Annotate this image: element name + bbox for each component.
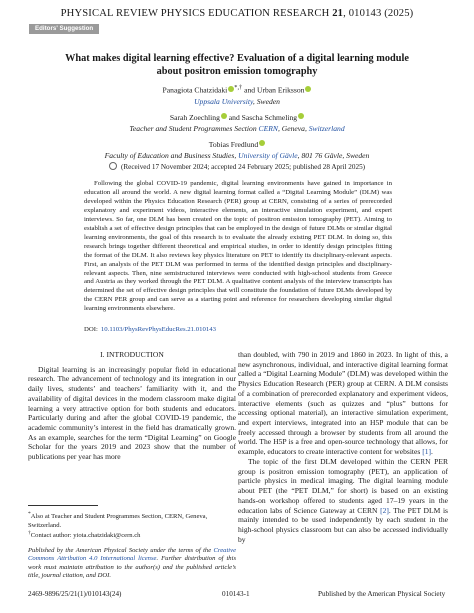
article-number: , 010143 (2025) xyxy=(343,8,414,19)
paragraph-text: The topic of the first DLM developed within the CERN PER group is positron emission tomography (PET), an application of particle physics in medical imaging. The digital learning module about PET (the “PET DLM,” for short) is based on an existing hands-on workshop offered to students aged 17–19 years in the education labs of Science Gateway at CERN xyxy=(238,456,448,515)
doi-label: DOI: xyxy=(84,326,98,333)
intro-paragraph: Digital learning is an increasingly popular field in educational research. The advancement of technology and its integration in our daily lives, students’ and teachers’ familiarity with it, and the availability of digital devices in the modern classroom make digital learning a very attractive option for both students and educators. Particularly during and after the global COVID-19 pandemic, the academic community’s interest in the field has dramatically grown. As an example, searches for the term “Digital Learning” on Google Scholar for the years 2019 and 2023 show that the number of publications per year has more xyxy=(28,364,236,462)
footnote-2 xyxy=(28,529,236,541)
contact-email[interactable]: Contact author: yiota.chatzidaki@cern.ch xyxy=(30,532,141,540)
paragraph-text: . xyxy=(431,447,433,457)
affiliation-text: , Geneva, xyxy=(277,124,309,133)
license-note xyxy=(28,547,236,581)
license-link[interactable]: Creative Commons Attribution 4.0 International license xyxy=(28,547,236,563)
right-column xyxy=(238,350,448,544)
orcid-icon[interactable] xyxy=(259,140,265,146)
footnote-rule xyxy=(28,505,98,506)
author-name[interactable]: Sascha Schmeling xyxy=(241,113,298,122)
doi-line xyxy=(84,326,216,333)
dates-text: (Received 17 November 2024; accepted 24 February 2025; published 28 April 2025) xyxy=(120,163,366,171)
footnote-mark: * xyxy=(28,511,31,517)
publication-dates xyxy=(20,162,454,173)
intro-paragraph xyxy=(238,350,448,457)
doi-link[interactable]: 10.1103/PhysRevPhysEducRes.21.010143 xyxy=(100,326,216,333)
affiliation-link[interactable]: Uppsala University xyxy=(194,96,253,106)
citation-link[interactable]: [1] xyxy=(422,447,431,457)
citation-link[interactable]: [2] xyxy=(380,505,389,515)
article-title xyxy=(40,53,434,79)
paragraph-text: . The PET DLM is mainly intended to be used independently by each student in the high-school physics classroom but can also be accessed individually by xyxy=(238,505,448,544)
affiliation xyxy=(20,96,454,107)
author-group-1 xyxy=(20,82,454,107)
affiliation-text: , 801 76 Gävle, Sweden xyxy=(297,151,370,160)
footnote-text: Also at Teacher and Student Programmes Section, CERN, Geneva, Switzerland. xyxy=(28,513,208,529)
orcid-icon[interactable] xyxy=(298,113,304,119)
footer-issn: 2469-9896/25/21(1)/010143(24) xyxy=(28,590,122,598)
footer-page-number: 010143-1 xyxy=(222,590,250,598)
journal-volume: 21 xyxy=(332,8,344,19)
affiliation xyxy=(20,150,454,161)
affiliation-text: Teacher and Student Programmes Section xyxy=(129,124,259,133)
affiliation-text: , Sweden xyxy=(252,96,280,106)
title-line-1: What makes digital learning effective? Evaluation of a digital learning module xyxy=(65,53,409,64)
author-name[interactable]: Panagiota Chatzidaki xyxy=(162,85,228,95)
author-group-2 xyxy=(20,112,454,134)
footer-publisher: Published by the American Physical Society xyxy=(318,590,446,598)
author-name[interactable]: Sarah Zoechling xyxy=(169,113,220,122)
orcid-icon[interactable] xyxy=(305,86,311,92)
author-group-3 xyxy=(20,139,454,161)
affiliation-link[interactable]: Switzerland xyxy=(308,124,345,133)
editors-suggestion-badge: Editors' Suggestion xyxy=(29,24,99,34)
author-name[interactable]: Tobias Fredlund xyxy=(208,140,259,149)
affiliation-link[interactable]: CERN xyxy=(258,124,278,133)
license-text: Published by the American Physical Society under the terms of the xyxy=(28,547,214,554)
author-name[interactable]: Urban Eriksson xyxy=(256,85,305,95)
author-connector: and xyxy=(226,113,242,122)
affiliation xyxy=(20,123,454,134)
intro-paragraph xyxy=(238,457,448,544)
author-connector: and xyxy=(242,85,257,95)
footnote-mark: † xyxy=(28,530,31,536)
author-mark: *,† xyxy=(234,84,243,91)
section-heading: I. INTRODUCTION xyxy=(100,350,164,359)
open-access-icon xyxy=(109,162,117,170)
paragraph-text: than doubled, with 790 in 2019 and 1860 in 2023. In light of this, a new asynchronous, individual, and interactive digital learning format called a “Digital Learning Module” (DLM) was developed within the Physics Education Research (PER) group at CERN. A DLM consists of a combination of prerecorded explanatory and experiment videos, interactive elements (such as quizzes and “plus” buttons for accessing optional material), an interactive simulation experiment, and expert interviews, integrated into an H5P module that can be freely accessed through a browser by students from all around the world. The H5P is a free and open-source technology that allows, for example, educators to create interactive content for websites xyxy=(238,350,448,457)
license-text: . Further distribution of this work must maintain attribution to the author(s) and the published article’s title, journal citation, and DOI. xyxy=(28,555,237,580)
running-head xyxy=(0,8,474,19)
left-column xyxy=(28,350,236,462)
footnote-1 xyxy=(28,510,236,530)
journal-name: PHYSICAL REVIEW PHYSICS EDUCATION RESEARCH xyxy=(60,8,330,19)
affiliation-link[interactable]: University of Gävle xyxy=(238,151,298,160)
affiliation-text: Faculty of Education and Business Studies, xyxy=(104,151,239,160)
abstract: Following the global COVID-19 pandemic, digital learning environments have gained in importance in education all around the world. A new digital learning format called a “Digital Learning Module” (DLM) was developed within the Physics Education Research (PER) group at CERN, consisting of a series of prerecorded explanatory and experiment videos, interactive elements, an interactive simulation experiment, and expert interviews. So far, one DLM has been created on the topic of positron emission tomography (PET). Aiming to establish a set of effective design principles that can be employed in the design of future DLMs or similar digital learning environments, the goal of this research is to evaluate the already existing PET DLM. In doing so, this research brings together different theoretical and empirical studies, in order to identify design principles fitting the format of the DLM. It also reviews key physics literature on PET to identify its disciplinary-relevant aspects. First, an analysis of the PET DLM was performed in terms of the identified design principles and disciplinary-relevant aspects. Then, nine semistructured interviews were conducted with high-school students from Greece and Austria as they worked through the PET DLM. A qualitative content analysis of the interview transcripts has determined the set of effective design principles that will constitute the foundation of future DLMs developed by the CERN PER group and can serve as a starting point and reference for researchers developing similar digital learning environments elsewhere. xyxy=(84,180,392,313)
title-line-2: about positron emission tomography xyxy=(156,65,318,77)
